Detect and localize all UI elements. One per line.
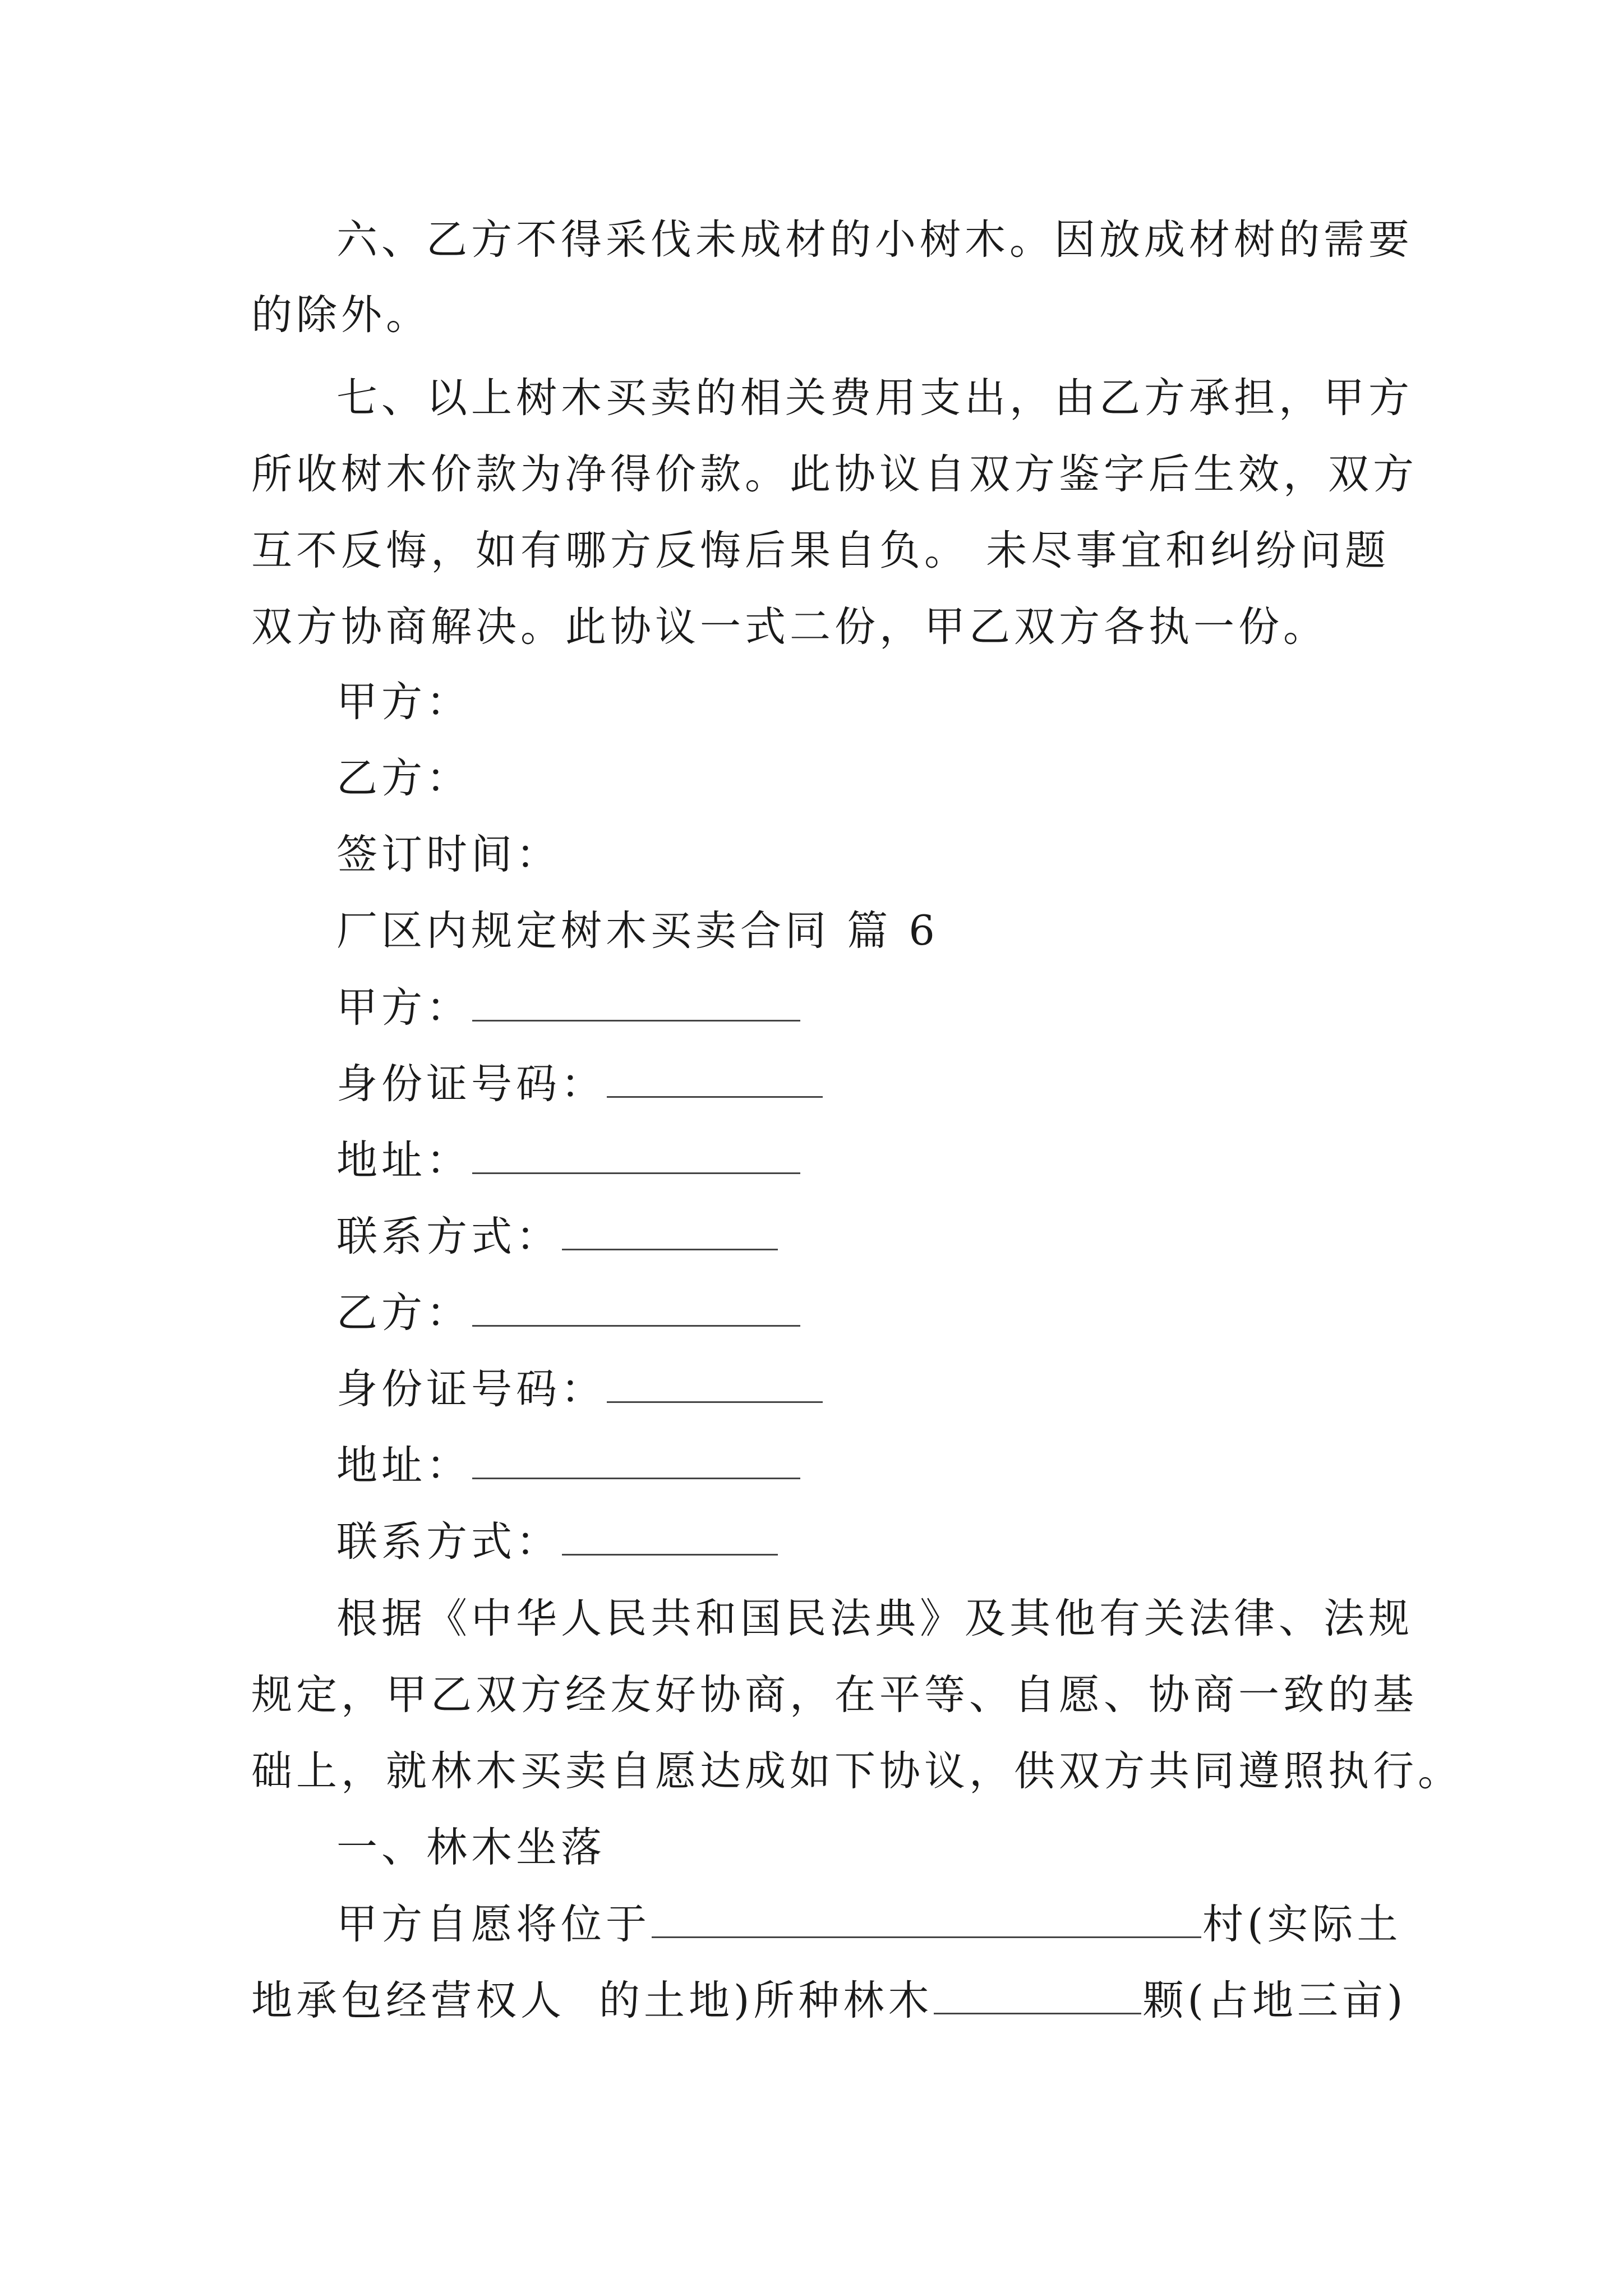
clause1-heading: 一、林木坐落: [336, 1824, 606, 1871]
para7-line1: 七、以上树木买卖的相关费用支出，由乙方承担，甲方: [336, 374, 1413, 422]
sign-date: 签订时间：: [336, 831, 561, 878]
clause1-line1-text-a: 甲方自愿将位于: [336, 1901, 651, 1948]
party-a-id-row: [336, 1056, 1469, 1112]
clause1-line2-text-c: 颗(占地三亩): [1142, 1977, 1407, 2024]
party-a-name-label: 甲方：: [336, 984, 471, 1032]
clause1-line2-text-b: 的土地)所种林木: [599, 1977, 933, 2024]
intro-line2: 规定，甲乙双方经友好协商，在平等、自愿、协商一致的基: [251, 1671, 1418, 1719]
party-b-name-blank: [472, 1285, 800, 1327]
clause1-line1: [336, 1896, 1469, 1953]
party-a-contact-label: 联系方式：: [336, 1213, 561, 1260]
party-a-address-label: 地址：: [336, 1137, 471, 1184]
clause1-line2-text-a: 地承包经营权人: [251, 1977, 565, 2024]
para7-line4: 双方协商解决。此协议一式二份，甲乙双方各执一份。: [251, 603, 1328, 651]
para7-line3: 互不反悔，如有哪方反悔后果自负。 未尽事宜和纠纷问题: [251, 527, 1390, 574]
clause1-line1-text-b: 村(实际土: [1202, 1901, 1402, 1948]
party-a-id-label: 身份证号码：: [336, 1060, 606, 1108]
party-b-id-label: 身份证号码：: [336, 1365, 606, 1413]
party-b-name-label: 乙方：: [336, 1289, 471, 1337]
party-b-address-label: 地址：: [336, 1442, 471, 1489]
clause1-line2: [251, 1972, 1407, 2029]
para7-line2: 所收树木价款为净得价款。此协议自双方鉴字后生效，双方: [251, 450, 1418, 498]
party-b-address-blank: [472, 1437, 800, 1479]
party-b-id-row: [336, 1361, 1469, 1418]
party-a-id-blank: [607, 1056, 823, 1098]
sign-party-b: 乙方：: [336, 754, 471, 802]
party-b-contact-blank: [562, 1513, 778, 1556]
party-b-contact-label: 联系方式：: [336, 1518, 561, 1566]
tree-count-blank: [934, 1972, 1141, 2014]
party-a-contact-row: [336, 1208, 1469, 1265]
sign-party-a: 甲方：: [336, 678, 471, 726]
party-b-name-row: [336, 1285, 1469, 1341]
party-b-contact-row: [336, 1513, 1469, 1570]
party-b-id-blank: [607, 1361, 823, 1403]
para6-line1: 六、乙方不得采伐未成材的小树木。因放成材树的需要: [336, 216, 1413, 264]
section-title: 厂区内规定树木买卖合同 篇 6: [336, 907, 939, 955]
party-a-name-blank: [472, 979, 800, 1022]
para6-line2: 的除外。: [251, 291, 431, 339]
village-blank: [652, 1896, 1201, 1938]
intro-line3: 础上，就林木买卖自愿达成如下协议，供双方共同遵照执行。: [251, 1747, 1463, 1795]
intro-line1: 根据《中华人民共和国民法典》及其他有关法律、法规: [336, 1595, 1413, 1642]
party-b-address-row: [336, 1437, 1469, 1494]
party-a-address-row: [336, 1132, 1469, 1189]
party-a-address-blank: [472, 1132, 800, 1174]
party-a-name-row: [336, 979, 1469, 1036]
party-a-contact-blank: [562, 1208, 778, 1250]
